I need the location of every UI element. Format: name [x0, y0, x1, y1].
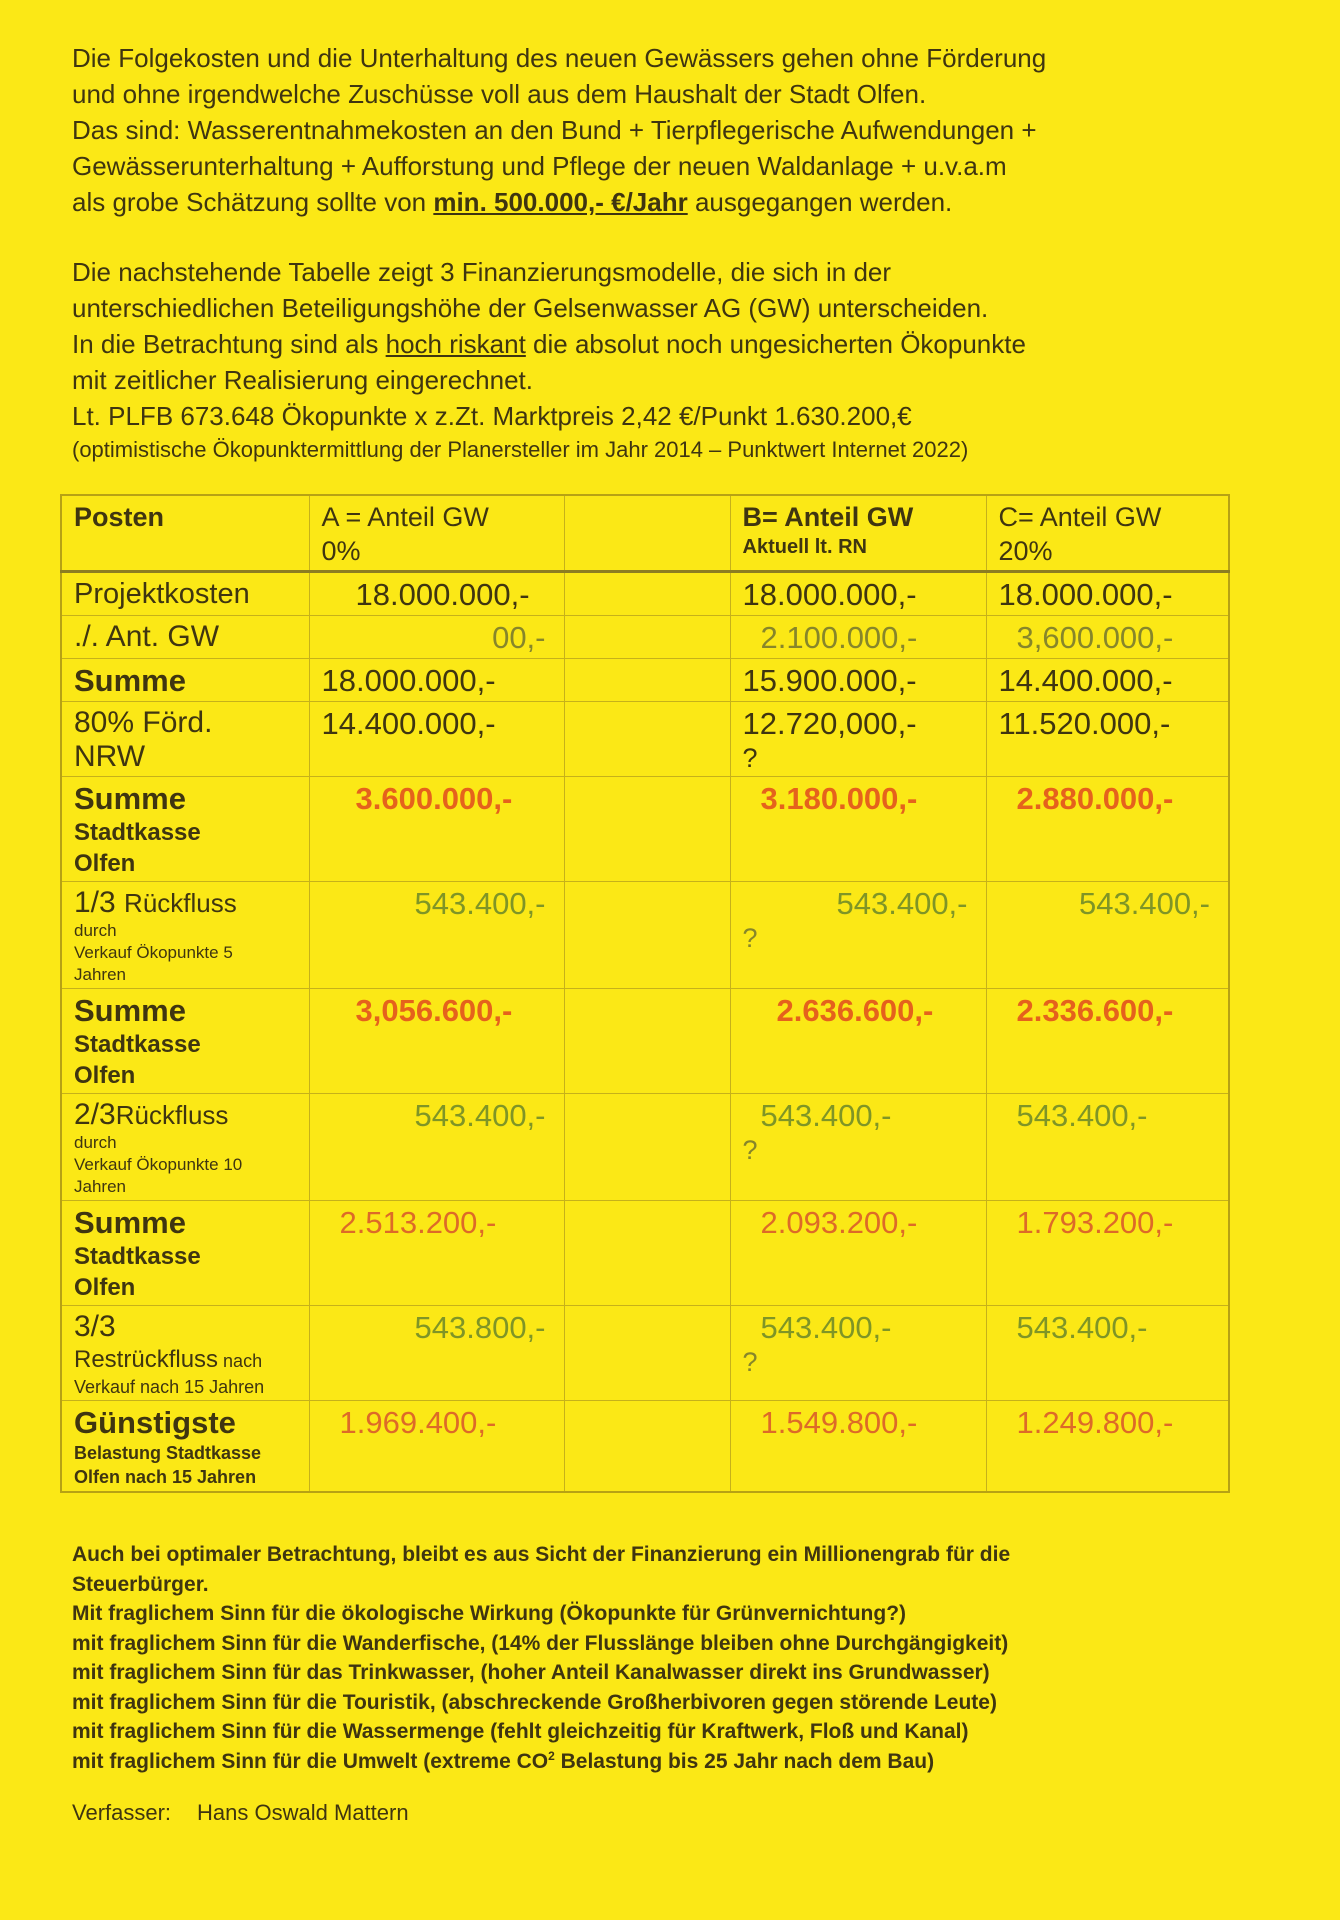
- cell-b: 543.400,- ?: [730, 882, 986, 989]
- table-row: [61, 989, 1229, 1094]
- cell-b: 12.720,000,- ?: [730, 702, 986, 777]
- cell-b: 15.900.000,-: [730, 659, 986, 702]
- cell-a: 00,-: [309, 616, 564, 659]
- table-row: [61, 1401, 1229, 1493]
- cell-a: 14.400.000,-: [309, 702, 564, 777]
- table-row: [61, 572, 1229, 616]
- row-label: 80% Förd. NRW: [61, 702, 309, 777]
- row-label: 2/3Rückfluss durch Verkauf Ökopunkte 10 Jahren: [61, 1094, 309, 1201]
- cell-b: 1.549.800,-: [730, 1401, 986, 1493]
- cell-c: 11.520.000,-: [986, 702, 1229, 777]
- cell-c: 18.000.000,-: [986, 572, 1229, 616]
- models-line: Die nachstehende Tabelle zeigt 3 Finanzierungsmodelle, die sich in der: [72, 257, 892, 287]
- intro-paragraph: [72, 40, 1232, 220]
- table-row: [61, 777, 1229, 882]
- cell-b: 3.180.000,-: [730, 777, 986, 882]
- models-paragraph: [72, 254, 1232, 466]
- cell-empty: [564, 1306, 730, 1401]
- intro-estimate-line: [72, 184, 1232, 220]
- author-line: [72, 1798, 409, 1828]
- cell-empty: [564, 989, 730, 1094]
- cell-c: 3,600.000,-: [986, 616, 1229, 659]
- cell-c: 2.880.000,-: [986, 777, 1229, 882]
- row-label: Summe Stadtkasse Olfen: [61, 777, 309, 882]
- cell-a: 543.400,-: [309, 1094, 564, 1201]
- conclusion-last-suffix: Belastung bis 25 Jahr nach dem Bau): [554, 1749, 935, 1773]
- models-line: unterschiedlichen Beteiligungshöhe der Gelsenwasser AG (GW) unterscheiden.: [72, 293, 989, 323]
- conclusion-paragraph: [72, 1540, 1272, 1776]
- cell-b: 2.093.200,-: [730, 1201, 986, 1306]
- cell-c: 1.249.800,-: [986, 1401, 1229, 1493]
- author-label: Verfasser:: [72, 1800, 172, 1825]
- cell-a: 543.800,-: [309, 1306, 564, 1401]
- conclusion-last-prefix: mit fraglichem Sinn für die Umwelt (extreme CO: [72, 1749, 549, 1773]
- financing-table: [60, 494, 1230, 1493]
- question-mark: ?: [742, 1135, 758, 1165]
- cell-empty: [564, 882, 730, 989]
- models-line: [72, 326, 1232, 362]
- cell-a: 2.513.200,-: [309, 1201, 564, 1306]
- header-model-b: B= Anteil GW Aktuell lt. RN: [730, 495, 986, 572]
- hoch-riskant: hoch riskant: [385, 329, 526, 359]
- table-row: [61, 702, 1229, 777]
- row-label: ./. Ant. GW: [61, 616, 309, 659]
- conclusion-line: [72, 1747, 1272, 1777]
- cell-a: 1.969.400,-: [309, 1401, 564, 1493]
- cell-b: 2.636.600,-: [730, 989, 986, 1094]
- cell-c: 543.400,-: [986, 1094, 1229, 1201]
- table-header-row: [61, 495, 1229, 572]
- row-label: 3/3 Restrückfluss nach Verkauf nach 15 Jahren: [61, 1306, 309, 1401]
- conclusion-line: Mit fraglichem Sinn für die ökologische Wirkung (Ökopunkte für Grünvernichtung?): [72, 1602, 907, 1625]
- intro-line: Das sind: Wasserentnahmekosten an den Bund + Tierpflegerische Aufwendungen +: [72, 115, 1037, 145]
- intro-line: und ohne irgendwelche Zuschüsse voll aus dem Haushalt der Stadt Olfen.: [72, 79, 927, 109]
- cell-b: 18.000.000,-: [730, 572, 986, 616]
- cell-empty: [564, 1201, 730, 1306]
- question-mark: ?: [742, 923, 758, 953]
- models-line: Lt. PLFB 673.648 Ökopunkte x z.Zt. Marktpreis 2,42 €/Punkt 1.630.200,€: [72, 401, 912, 431]
- header-empty: [564, 495, 730, 572]
- cell-empty: [564, 616, 730, 659]
- cell-a: 18.000.000,-: [309, 572, 564, 616]
- table-row: [61, 1306, 1229, 1401]
- question-mark: ?: [742, 743, 758, 773]
- cell-c: 1.793.200,-: [986, 1201, 1229, 1306]
- row-label: Summe: [61, 659, 309, 702]
- header-posten: Posten: [61, 495, 309, 572]
- co2-superscript: 2: [548, 1748, 555, 1763]
- models-line3-suffix: die absolut noch ungesicherten Ökopunkte: [525, 329, 1026, 359]
- row-label: 1/3 Rückfluss durch Verkauf Ökopunkte 5 Jahren: [61, 882, 309, 989]
- cell-b: 543.400,- ?: [730, 1094, 986, 1201]
- estimate-suffix: ausgegangen werden.: [687, 187, 953, 217]
- cell-empty: [564, 777, 730, 882]
- cell-a: 3,056.600,-: [309, 989, 564, 1094]
- cell-c: 2.336.600,-: [986, 989, 1229, 1094]
- cell-empty: [564, 1094, 730, 1201]
- conclusion-line: mit fraglichem Sinn für die Touristik, (abschreckende Großherbivoren gegen störende Leute): [72, 1690, 997, 1714]
- question-mark: ?: [742, 1347, 758, 1377]
- models-line3-prefix: In die Betrachtung sind als: [72, 329, 386, 359]
- table-row: [61, 1094, 1229, 1201]
- row-label: Summe Stadtkasse Olfen: [61, 989, 309, 1094]
- table-row: [61, 659, 1229, 702]
- cell-empty: [564, 702, 730, 777]
- cell-empty: [564, 659, 730, 702]
- row-label: Günstigste Belastung Stadtkasse Olfen nach 15 Jahren: [61, 1401, 309, 1493]
- cell-b: 543.400,- ?: [730, 1306, 986, 1401]
- cell-c: 14.400.000,-: [986, 659, 1229, 702]
- table-row: [61, 616, 1229, 659]
- cell-c: 543.400,-: [986, 1306, 1229, 1401]
- cell-a: 18.000.000,-: [309, 659, 564, 702]
- author-name: Hans Oswald Mattern: [197, 1800, 409, 1825]
- conclusion-line: mit fraglichem Sinn für die Wanderfische, (14% der Flusslänge bleiben ohne Durchgängigkeit): [72, 1631, 1009, 1655]
- row-label: Summe Stadtkasse Olfen: [61, 1201, 309, 1306]
- models-line: mit zeitlicher Realisierung eingerechnet.: [72, 365, 534, 395]
- header-model-a: A = Anteil GW 0%: [309, 495, 564, 572]
- estimate-value: min. 500.000,- €/Jahr: [433, 187, 688, 217]
- cell-a: 3.600.000,-: [309, 777, 564, 882]
- table-row: [61, 1201, 1229, 1306]
- conclusion-line: mit fraglichem Sinn für die Wassermenge (fehlt gleichzeitig für Kraftwerk, Floß und Kanal): [72, 1720, 969, 1743]
- cell-empty: [564, 1401, 730, 1493]
- row-label: Projektkosten: [61, 572, 309, 616]
- estimate-prefix: als grobe Schätzung sollte von: [72, 187, 434, 217]
- intro-line: Gewässerunterhaltung + Aufforstung und Pflege der neuen Waldanlage + u.v.a.m: [72, 151, 1007, 181]
- conclusion-line: Steuerbürger.: [72, 1572, 209, 1596]
- models-note: (optimistische Ökopunktermittlung der Planersteller im Jahr 2014 – Punktwert Internet 2022): [72, 437, 969, 462]
- conclusion-line: mit fraglichem Sinn für das Trinkwasser, (hoher Anteil Kanalwasser direkt ins Grundwasser): [72, 1661, 990, 1684]
- table-row: [61, 882, 1229, 989]
- header-model-c: C= Anteil GW 20%: [986, 495, 1229, 572]
- cell-a: 543.400,-: [309, 882, 564, 989]
- cell-b: 2.100.000,-: [730, 616, 986, 659]
- conclusion-line: Auch bei optimaler Betrachtung, bleibt es aus Sicht der Finanzierung ein Millionengrab für die: [72, 1543, 1011, 1566]
- cell-c: 543.400,-: [986, 882, 1229, 989]
- cell-empty: [564, 572, 730, 616]
- intro-line: Die Folgekosten und die Unterhaltung des neuen Gewässers gehen ohne Förderung: [72, 43, 1047, 73]
